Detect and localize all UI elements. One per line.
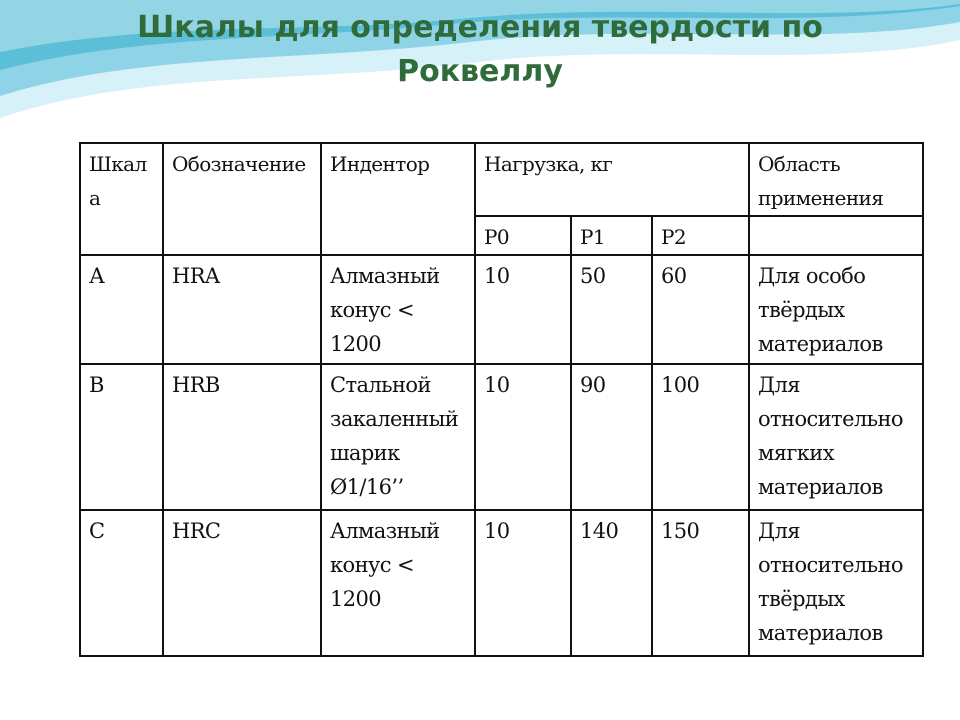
- cell-designation: HRB: [163, 364, 321, 510]
- cell-application: Для особо твёрдых материалов: [749, 255, 923, 364]
- table-row: [80, 510, 923, 656]
- cell-scale: А: [80, 255, 163, 364]
- cell-designation: HRA: [163, 255, 321, 364]
- table-row: [80, 364, 923, 510]
- cell-scale: В: [80, 364, 163, 510]
- cell-p2: 100: [652, 364, 749, 510]
- header-application-empty-cell: [749, 216, 923, 255]
- cell-indenter: Стальной закаленный шарик Ø1/16’’: [321, 364, 475, 510]
- header-designation: Обозначение: [163, 143, 321, 255]
- header-row: [80, 143, 923, 216]
- cell-p0: 10: [475, 510, 571, 656]
- rockwell-scales-table: [79, 142, 924, 657]
- cell-p1: 90: [571, 364, 652, 510]
- cell-scale: С: [80, 510, 163, 656]
- header-indenter: Индентор: [321, 143, 475, 255]
- slide-title-line1: Шкалы для определения твердости по: [137, 10, 823, 45]
- header-p1: Р1: [571, 216, 652, 255]
- slide-title: [0, 6, 960, 94]
- header-p2: Р2: [652, 216, 749, 255]
- cell-application: Для относительно твёрдых материалов: [749, 510, 923, 656]
- rockwell-scales-table-container: [79, 142, 924, 657]
- header-p0: Р0: [475, 216, 571, 255]
- cell-designation: HRC: [163, 510, 321, 656]
- header-application: Область применения: [749, 143, 923, 216]
- header-scale: Шкал а: [80, 143, 163, 255]
- cell-p0: 10: [475, 364, 571, 510]
- cell-application: Для относительно мягких материалов: [749, 364, 923, 510]
- cell-p2: 150: [652, 510, 749, 656]
- slide-title-line2: Роквеллу: [397, 54, 563, 89]
- header-load: Нагрузка, кг: [475, 143, 749, 216]
- table-row: [80, 255, 923, 364]
- cell-p0: 10: [475, 255, 571, 364]
- cell-indenter: Алмазный конус < 1200: [321, 255, 475, 364]
- cell-p2: 60: [652, 255, 749, 364]
- cell-p1: 140: [571, 510, 652, 656]
- cell-indenter: Алмазный конус < 1200: [321, 510, 475, 656]
- cell-p1: 50: [571, 255, 652, 364]
